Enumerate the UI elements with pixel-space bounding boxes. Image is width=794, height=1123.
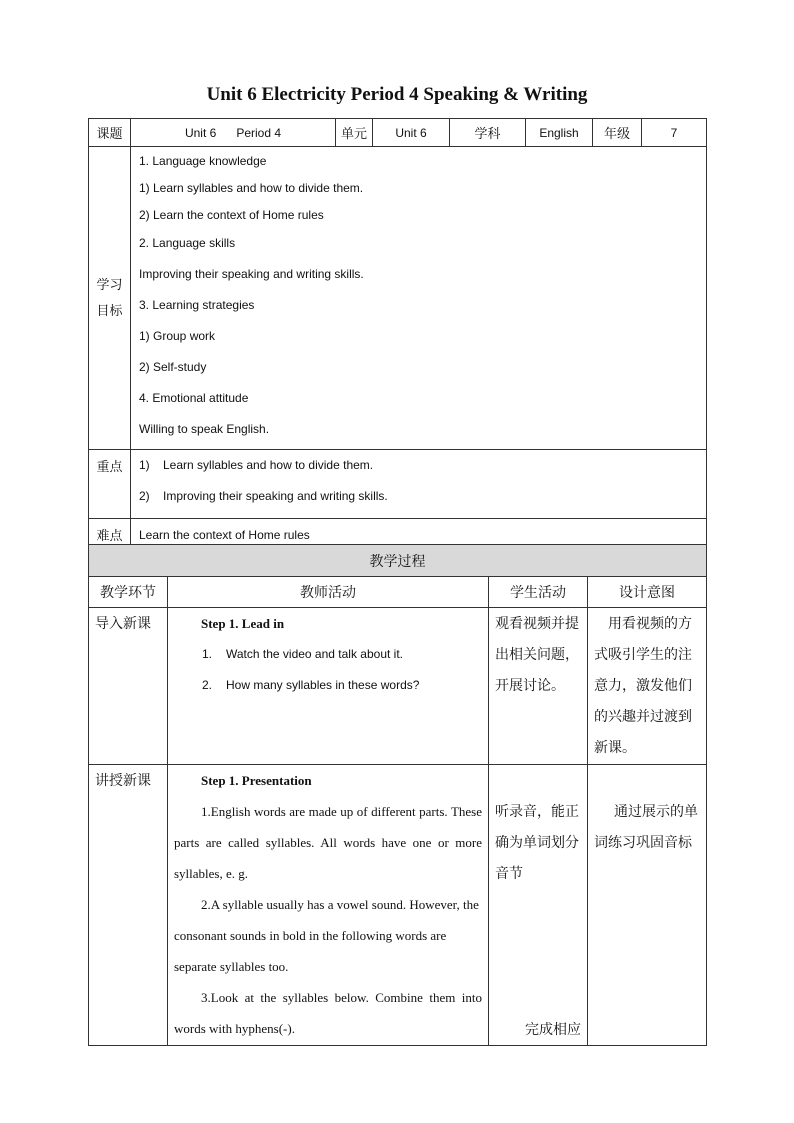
student-activity-cell: 观看视频并提出相关问题，开展讨论。 — [489, 608, 588, 765]
grade-label: 年级 — [593, 119, 642, 147]
student-activity-cell — [489, 765, 588, 1046]
unit-value: Unit 6 — [373, 119, 450, 147]
objective-line: Improving their speaking and writing skills. — [139, 267, 364, 281]
unit-label: 单元 — [336, 119, 373, 147]
student-activity-tail: 完成相应 — [525, 1021, 581, 1037]
objective-line: 1) Group work — [139, 329, 216, 343]
column-header-teacher: 教师活动 — [168, 577, 489, 608]
objective-line: 2) Self-study — [139, 360, 207, 374]
teacher-activity-cell — [168, 608, 489, 765]
header-row — [89, 119, 707, 147]
objective-line: 1) Learn syllables and how to divide them. — [139, 181, 364, 195]
key-point-text: Learn syllables and how to divide them. — [163, 458, 374, 472]
activity-num: 1. — [202, 647, 213, 661]
topic-value: Unit 6 Period 4 — [131, 119, 336, 147]
key-point-text: Improving their speaking and writing skills. — [163, 489, 388, 503]
process-row-lead-in — [89, 608, 707, 765]
objective-line: 3. Learning strategies — [139, 298, 255, 312]
activity-text: How many syllables in these words? — [226, 678, 420, 692]
lesson-info-table — [88, 118, 707, 551]
process-title: 教学过程 — [89, 545, 707, 577]
design-intent-cell: 用看视频的方式吸引学生的注意力，激发他们的兴趣并过渡到新课。 — [588, 608, 707, 765]
topic-label: 课题 — [89, 119, 131, 147]
key-points-row — [89, 450, 707, 519]
objective-line: 2) Learn the context of Home rules — [139, 208, 324, 222]
stage-cell: 讲授新课 — [89, 765, 168, 1046]
objective-line: 4. Emotional attitude — [139, 391, 249, 405]
key-point-num: 2) — [139, 489, 150, 503]
objectives-label: 学习目标 — [89, 147, 131, 450]
objectives-row — [89, 147, 707, 450]
page-title: Unit 6 Electricity Period 4 Speaking & Writing — [206, 84, 588, 105]
teaching-process-table — [88, 544, 707, 1046]
objectives-content — [131, 147, 707, 450]
activity-paragraph: 2.A syllable usually has a vowel sound. However, the consonant sounds in bold in the following words are separate syllables too. — [174, 897, 479, 974]
column-header-student: 学生活动 — [489, 577, 588, 608]
key-point-num: 1) — [139, 458, 150, 472]
activity-paragraph: 1.English words are made up of different parts. These parts are called syllables. All words have one or more syllables, e. g. — [174, 804, 482, 881]
key-point-item — [131, 481, 706, 512]
column-header-intent: 设计意图 — [588, 577, 707, 608]
objective-line: Willing to speak English. — [139, 422, 270, 436]
key-points-label: 重点 — [89, 450, 131, 519]
activity-text: Watch the video and talk about it. — [226, 647, 403, 661]
step-heading: Step 1. Lead in — [201, 616, 285, 631]
column-header-stage: 教学环节 — [89, 577, 168, 608]
key-points-content — [131, 450, 707, 519]
step-heading: Step 1. Presentation — [201, 773, 312, 788]
objective-line: 2. Language skills — [139, 236, 236, 250]
difficulty-text: Learn the context of Home rules — [131, 519, 707, 551]
activity-item — [168, 639, 488, 670]
objective-line: 1. Language knowledge — [139, 154, 267, 168]
activity-item — [168, 670, 488, 701]
subject-label: 学科 — [450, 119, 526, 147]
difficulty-label: 难点 — [89, 519, 131, 551]
grade-value: 7 — [642, 119, 707, 147]
design-intent-cell: 通过展示的单词练习巩固音标 — [588, 765, 707, 1046]
student-activity-text: 听录音，能正确为单词划分音节 — [495, 803, 579, 881]
subject-value: English — [526, 119, 593, 147]
activity-paragraph: 3.Look at the syllables below. Combine them into words with hyphens(-). — [174, 990, 482, 1036]
stage-cell: 导入新课 — [89, 608, 168, 765]
activity-num: 2. — [202, 678, 213, 692]
process-row-presentation — [89, 765, 707, 1046]
teacher-activity-cell — [168, 765, 489, 1046]
key-point-item — [131, 450, 706, 481]
process-title-row — [89, 545, 707, 577]
process-column-headers — [89, 577, 707, 608]
